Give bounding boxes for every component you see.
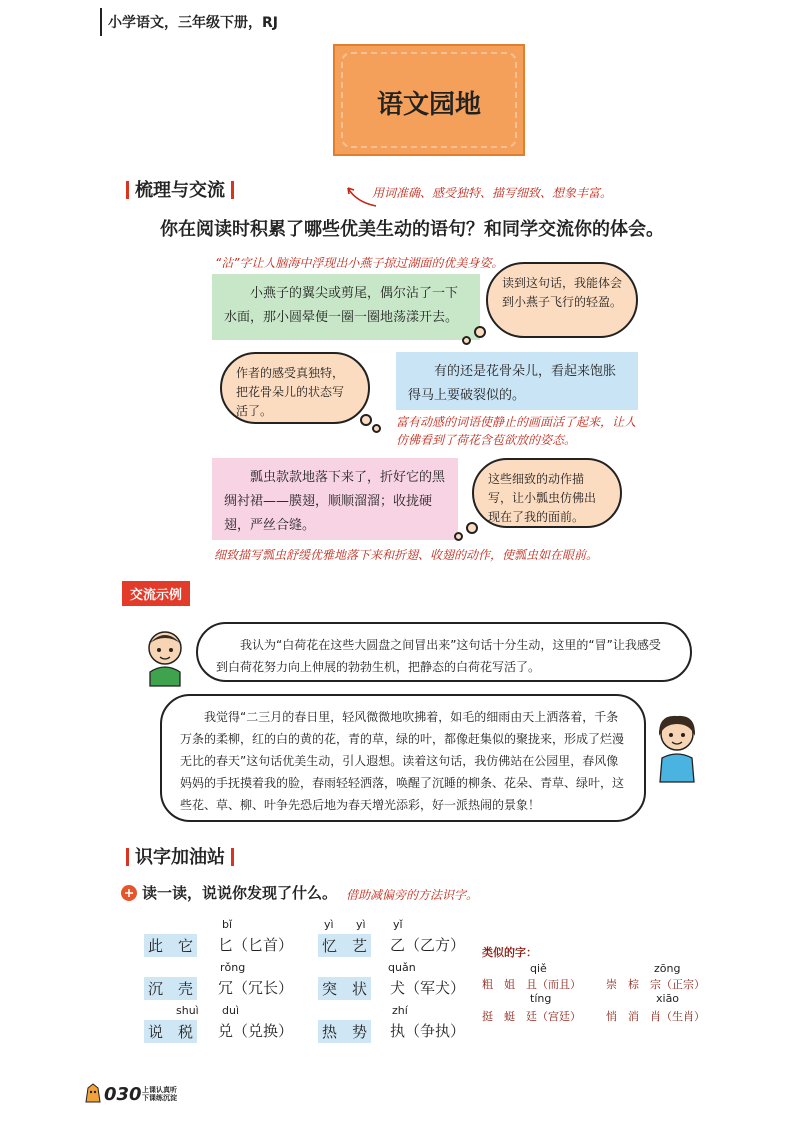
page-number: 030 <box>104 1084 142 1105</box>
beetle-bubble: 这些细致的动作描写，让小瓢虫仿佛出现在了我的面前。 <box>472 458 622 528</box>
boy-speech <box>196 622 692 682</box>
pinyin: yǐ <box>393 918 403 931</box>
beetle-quote <box>212 458 458 540</box>
girl-avatar-icon <box>650 712 704 784</box>
footer-side-line: 下课练沉淀 <box>142 1094 177 1102</box>
char-answer: 乙（乙方） <box>390 936 466 954</box>
page-title: 语文园地 <box>376 90 481 120</box>
hint: 借助减偏旁的方法识字。 <box>346 888 479 902</box>
header-bar <box>100 8 102 36</box>
pinyin: zhí <box>392 1004 408 1017</box>
bubble-dot <box>360 414 372 426</box>
swallow-bubble: 读到这句话，我能体会到小燕子飞行的轻盈。 <box>486 262 638 338</box>
similar-group: 崇 棕 宗（正宗） <box>606 978 705 991</box>
pinyin: yì <box>356 918 366 931</box>
author-bubble: 作者的感受真独特，把花骨朵儿的状态写活了。 <box>220 352 370 424</box>
girl-speech-text: 我觉得“二三月的春日里，轻风微微地吹拂着，如毛的细雨由天上洒落着，千条万条的柔柳，红的白的黄的花，青的草，绿的叶，都像赶集似的聚拢来，形成了烂漫无比的春天”这句话优美生动，引人遐想。读着这句话，我仿佛站在公园里，春风像妈妈的手抚摸着我的脸，春雨轻轻洒落，唤醒了沉睡的柳条、花朵、青草、绿叶，这些花、草、柳、叶争先恐后地为春天增光添彩，好一派热闹的景象！ <box>180 710 625 812</box>
footer-side-text <box>142 1086 177 1102</box>
boy-speech-text: 我认为“白荷花在这些大圆盘之间冒出来”这句话十分生动，这里的“冒”让我感受到白荷花努力向上伸展的勃勃生机，把静态的白荷花写活了。 <box>216 638 661 674</box>
example-tag: 交流示例 <box>122 581 190 606</box>
bubble-dot <box>454 532 463 541</box>
section-heading-2: 识字加油站 <box>120 843 240 869</box>
bubble-dot <box>372 424 381 433</box>
char-pair: 沉 壳 <box>144 977 197 1000</box>
footer-side-line: 上课认真听 <box>142 1086 177 1094</box>
boy-avatar-icon <box>140 628 190 688</box>
char-pair: 此 它 <box>144 934 197 957</box>
char-pair: 热 势 <box>318 1020 371 1043</box>
footer-mascot-icon <box>84 1082 102 1104</box>
beetle-text: 瓢虫款款地落下来了，折好它的黑绸衬裙——膜翅，顺顺溜溜；收拢硬翅，严丝合缝。 <box>224 470 446 533</box>
char-answer: 犬（军犬） <box>390 979 466 997</box>
pinyin: quǎn <box>388 961 416 974</box>
char-answer: 兑（兑换） <box>218 1022 294 1040</box>
pinyin: yì <box>324 918 334 931</box>
pinyin: bǐ <box>222 918 233 931</box>
book-header: 小学语文，三年级下册，RJ <box>108 15 278 31</box>
pinyin: tíng <box>530 992 552 1005</box>
note-swallow: “沾”字让人脑海中浮现出小燕子掠过湖面的优美身姿。 <box>215 256 504 270</box>
girl-speech <box>160 694 646 822</box>
similar-label: 类似的字： <box>482 946 537 959</box>
read-icon <box>120 884 138 902</box>
similar-group: 悄 消 肖（生肖） <box>606 1010 705 1023</box>
title-box <box>333 44 525 156</box>
bubble-dot <box>462 336 471 345</box>
lotus-text: 有的还是花骨朵儿，看起来饱胀得马上要破裂似的。 <box>408 364 617 403</box>
section-heading-1: 梳理与交流 <box>120 176 240 202</box>
pinyin: qiě <box>530 962 547 975</box>
similar-group: 挺 蜓 廷（宫廷） <box>482 1010 581 1023</box>
char-pair: 说 税 <box>144 1020 197 1043</box>
char-pair: 忆 艺 <box>318 934 371 957</box>
char-answer: 匕（匕首） <box>218 936 294 954</box>
pinyin: duì <box>222 1004 240 1017</box>
char-pair: 突 状 <box>318 977 371 1000</box>
lotus-quote <box>396 352 638 410</box>
note-lotus: 富有动感的词语使静止的画面活了起来，让人仿佛看到了荷花含苞欲放的姿态。 <box>396 415 637 447</box>
similar-group: 粗 姐 且（而且） <box>482 978 581 991</box>
swallow-text: 小燕子的翼尖或剪尾，偶尔沾了一下水面，那小圆晕便一圈一圈地荡漾开去。 <box>224 286 459 325</box>
bubble-dot <box>474 326 486 338</box>
pinyin: shuì <box>176 1004 199 1017</box>
instruction: 读一读，说说你发现了什么。 <box>142 884 338 902</box>
note-beetle: 细致描写瓢虫舒缓优雅地落下来和折翅、收翅的动作，使瓢虫如在眼前。 <box>214 548 599 562</box>
pinyin: xiāo <box>656 992 680 1005</box>
question: 你在阅读时积累了哪些优美生动的语句？和同学交流你的体会。 <box>160 219 664 240</box>
bubble-dot <box>466 522 478 534</box>
char-answer: 执（争执） <box>390 1022 466 1040</box>
pinyin: zōng <box>654 962 681 975</box>
char-answer: 冗（冗长） <box>218 979 294 997</box>
swallow-quote <box>212 274 480 340</box>
top-note: 用词准确、感受独特、描写细致、想象丰富。 <box>372 186 613 200</box>
pinyin: rǒng <box>220 961 246 974</box>
